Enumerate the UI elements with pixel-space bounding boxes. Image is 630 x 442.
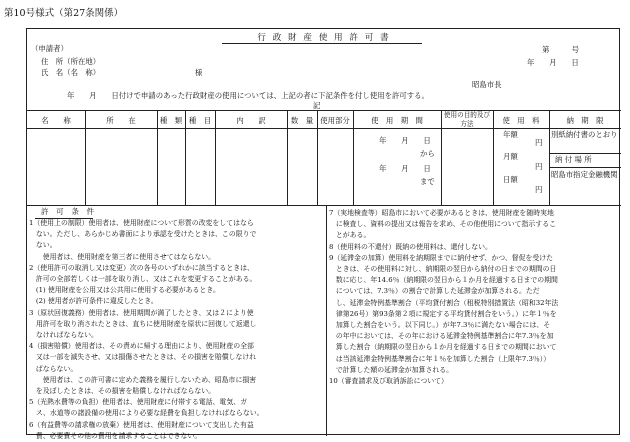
due-divider [549, 153, 621, 154]
condition-line: なければならない。 [29, 331, 98, 340]
col-header-name: 名 称 [41, 116, 71, 125]
fee-monthly-unit: 円 [535, 162, 543, 171]
condition-line: 2（使用許可の取消し又は変更）次の各号のいずれかに該当するときは、 [29, 263, 254, 272]
name-label: 氏 名（名 称） [41, 68, 101, 77]
condition-line: 許可の全部若しくは一部を取り消し、又はこれを変更することがある。 [29, 275, 257, 284]
table-header-border [27, 128, 621, 129]
conditions-heading: 許 可 条 件 [41, 207, 95, 216]
condition-line: 8（使用料の不還付）既納の使用料は、還付しない。 [329, 242, 492, 251]
condition-line: ない。 [29, 241, 57, 250]
condition-line: (1) 使用財産を公用又は公共用に使用する必要があるとき。 [29, 286, 220, 295]
table-bottom-border [27, 205, 621, 206]
permit-form [26, 28, 620, 440]
condition-line: 3（原状回復義務）使用者は、使用期間が満了したとき、又は２により使 [29, 308, 254, 317]
due-payment-slip: 別紙納付書のとおり [551, 130, 618, 139]
conditions-divider [326, 205, 327, 436]
form-title: 行 政 財 産 使 用 許 可 書 [257, 33, 391, 43]
condition-line: とがある。 [329, 231, 371, 240]
document-number: 第 号 [542, 45, 579, 54]
condition-line: 又は一部を滅失させ、又は損傷させたときは、その損害を賠償しなけれ [29, 353, 257, 362]
condition-line: し、延滞金特例基準割合（平均貸付割合（租税特別措置法（昭和32年法 [329, 298, 559, 307]
period-until: まで [420, 177, 435, 186]
fee-annual-label: 年額 [503, 130, 518, 139]
due-bank: 昭島市指定金融機関 [551, 170, 618, 179]
title-underline [222, 43, 422, 44]
condition-line: 4（損害賠償）使用者は、その責めに帰する理由により、使用財産の全部 [29, 342, 254, 351]
form-number: 第10号様式（第27条関係） [4, 8, 124, 19]
due-divider [549, 167, 621, 168]
fee-daily-unit: 円 [535, 185, 543, 194]
condition-line: 加算した割合をいう。以下同じ。）が年7.3％に満たない場合には、そ [329, 321, 551, 330]
condition-line: 9（延滞金の加算）使用料を納期限までに納付せず、かつ、督促を受けた [329, 253, 554, 262]
condition-line: ス、水道等の諸設備の使用により必要な経費を負担しなければならない。 [29, 409, 264, 418]
condition-line: 7（実地検査等）昭島市において必要があるときは、使用財産を随時実地 [329, 209, 554, 217]
col-header-used-part: 使用部分 [320, 116, 350, 125]
permission-text: 年 月 日付けで申請のあった行政財産の使用については、上記の者に下記条件を付し使用を許可する。 [67, 91, 429, 100]
issuer: 昭島市長 [472, 80, 502, 89]
condition-line: (2) 使用者が許可条件に違反したとき。 [29, 297, 158, 306]
table-top-border [27, 110, 621, 111]
fee-annual-unit: 円 [535, 138, 543, 147]
condition-line: 数に応じ、年14.6％（納期限の翌日から１か月を経過する日までの期間 [329, 276, 558, 285]
condition-line: 算した割合（納期限の翌日から１か月を経過する日までの期間において [329, 343, 557, 352]
condition-line: 使用者は、この許可書に定めた義務を履行しないため、昭島市に損害 [29, 375, 257, 384]
applicant-label: （申請者） [31, 44, 68, 53]
condition-line: 10（審査請求及び取消訴訟について） [329, 377, 448, 386]
condition-line: で計算した額の延滞金が加算される。 [329, 365, 454, 374]
col-header-period: 使 用 期 間 [371, 116, 423, 125]
condition-line: に検査し、資料の提出又は報告を求め、その他使用について指示するこ [329, 220, 556, 229]
condition-line: 費、必要費その他の費用を請求することはできない。 [29, 431, 202, 440]
fee-daily-label: 日額 [503, 175, 518, 184]
ki-mark: 記 [313, 101, 321, 110]
honorific: 様 [195, 68, 203, 77]
condition-line: を及ぼしたときは、その損害を賠償しなければならない。 [29, 387, 216, 396]
condition-line: については、7.3％）の割合で計算した延滞金が加算される。ただ [329, 287, 540, 296]
condition-line: ない。ただし、あらかじめ書面により承認を受けたときは、この限りで [29, 230, 257, 239]
period-start: 年 月 日 [379, 136, 431, 145]
col-header-due: 納 期 限 [566, 116, 604, 125]
condition-line: 1（使用上の制限）使用者は、使用財産について形質の改変をしてはなら [29, 219, 254, 227]
condition-line: の年中においては、その年における延滞金特例基準割合に年7.3％を加 [329, 332, 554, 341]
col-header-location: 所 在 [106, 116, 136, 125]
condition-line: は当該延滞金特例基準割合に年１％を加算した割合（上限年7.3％）） [329, 354, 551, 363]
col-header-purpose: 使用の目的及び方法 [443, 111, 491, 128]
period-end: 年 月 日 [379, 164, 431, 173]
col-header-item: 種 目 [188, 116, 212, 125]
condition-line: 使用者は、使用財産を第三者に使用させてはならない。 [29, 252, 216, 261]
condition-line: 5（光熱水費等の負担）使用者は、使用財産に付帯する電話、電気、ガ [29, 398, 247, 407]
conditions-left [29, 218, 264, 442]
period-from: から [420, 149, 435, 158]
condition-line: 用許可を取り消されたときは、直ちに使用財産を原状に回復して返還し [29, 319, 257, 328]
fee-monthly-label: 月額 [503, 152, 518, 161]
col-header-fee: 使 用 料 [502, 116, 540, 125]
conditions-right [329, 208, 558, 387]
address-label: 住 所（所在地） [41, 57, 101, 66]
condition-line: ときは、その使用料に対し、納期限の翌日から納付の日までの期間の日 [329, 265, 557, 274]
col-header-type: 種 類 [159, 116, 183, 125]
condition-line: ばならない。 [29, 364, 78, 373]
issue-date: 年 月 日 [527, 58, 579, 67]
due-place-label: 納 付 場 所 [555, 155, 592, 164]
col-header-quantity: 数 量 [290, 116, 314, 125]
condition-line: 律第26号）第93条第２項に規定する平均貸付割合をいう。）に年１％を [329, 309, 557, 318]
col-header-breakdown: 内 訳 [236, 116, 266, 125]
condition-line: 6（有益費等の請求権の放棄）使用者は、使用財産について支出した有益 [29, 420, 254, 429]
